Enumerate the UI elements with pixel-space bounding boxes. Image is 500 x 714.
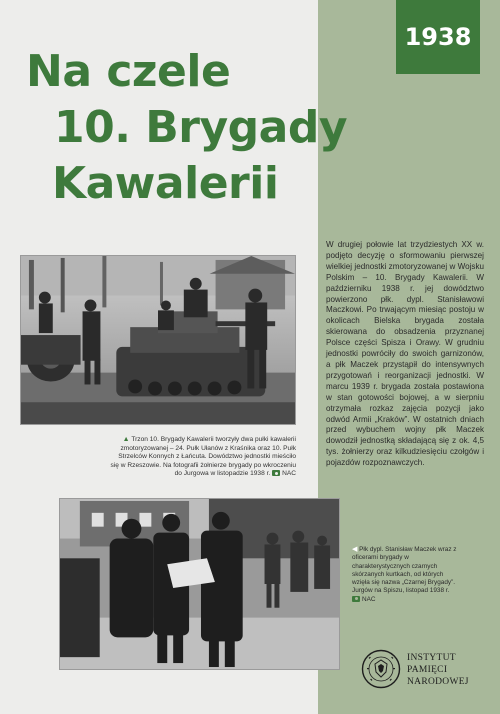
photo1-caption [110, 436, 296, 479]
title-line-1: Na czele [26, 46, 231, 97]
camera-icon [272, 470, 280, 476]
title-line-2: 10. Brygady [54, 102, 348, 153]
year-badge: 1938 [396, 0, 480, 74]
article-text: W drugiej połowie lat trzydziestych XX w. podjęto decyzję o sformowaniu pierwszej wielkiej jednostki zmotoryzowanej w Wojsku Polskim – 10. Brygady Kawalerii. W październiku 1938 r. jej dowództwo powierzono płk. dypl. Stanisławowi Maczkowi. Po trwającym miesiąc postoju w okolicach Bielska brygada została skierowana do obsadzenia przyznanej Polsce części Spisza i Orawy. W grudniu jednostki powróciły do swoich garnizonów, a płk Maczek przystąpił do intensywnych przygotowań i reorganizacji jednostki. W marcu 1939 r. brygada została postawiona w stan gotowości bojowej, a w sierpniu otrzymała rozkaz zajęcia pozycji jako odwód Armii „Kraków”. W ostatnich dniach przed wybuchem wojny płk Maczek dowodził jednostką składającą się z ok. 4,5 tys. żołnierzy oraz kilkudziesięciu czołgów i pojazdów rozpoznawczych. [326, 240, 484, 468]
arrow-up-icon: ▲ [122, 436, 130, 443]
photo1-credit-text: NAC [282, 470, 296, 478]
photo-soldiers-tank [20, 255, 296, 425]
institution-name [407, 652, 497, 688]
photo1-credit [272, 470, 296, 477]
arrow-left-icon: ◀ [352, 546, 358, 553]
photo2-caption [352, 546, 458, 604]
photo2-caption-text: Płk dypl. Stanisław Maczek wraz z oficerami brygady w charakterystycznych czarnych skórzanych kurtkach, od których wzięła się nazwa „Czarnej Brygady”. Jurgów na Spiszu, listopad 1938 r. [352, 546, 457, 595]
logo-line-3: NARODOWEJ [407, 677, 469, 687]
photo-officers-map [59, 498, 340, 670]
photo2-credit-text: NAC [362, 595, 376, 603]
photo1-caption-text: Trzon 10. Brygady Kawalerii tworzyły dwa pułki kawalerii zmotoryzowanej – 24. Pułk Ułanów z Kraśnika oraz 10. Pułk Strzelców Konnych z Łańcuta. Dowództwo jednostki mieściło się w Rzeszowie. Na fotografii żołnierze brygady po wkroczeniu do Jurgowa w listopadzie 1938 r. [110, 436, 296, 478]
photo-tank-image [21, 256, 295, 424]
photo-officers-image [60, 499, 339, 669]
ipn-seal-logo [361, 649, 401, 689]
camera-icon [352, 596, 360, 602]
page-title [24, 44, 404, 212]
title-line-3: Kawalerii [52, 158, 279, 209]
photo2-credit [352, 596, 376, 603]
logo-line-2: PAMIĘCI [407, 665, 448, 675]
logo-line-1: INSTYTUT [407, 653, 456, 663]
